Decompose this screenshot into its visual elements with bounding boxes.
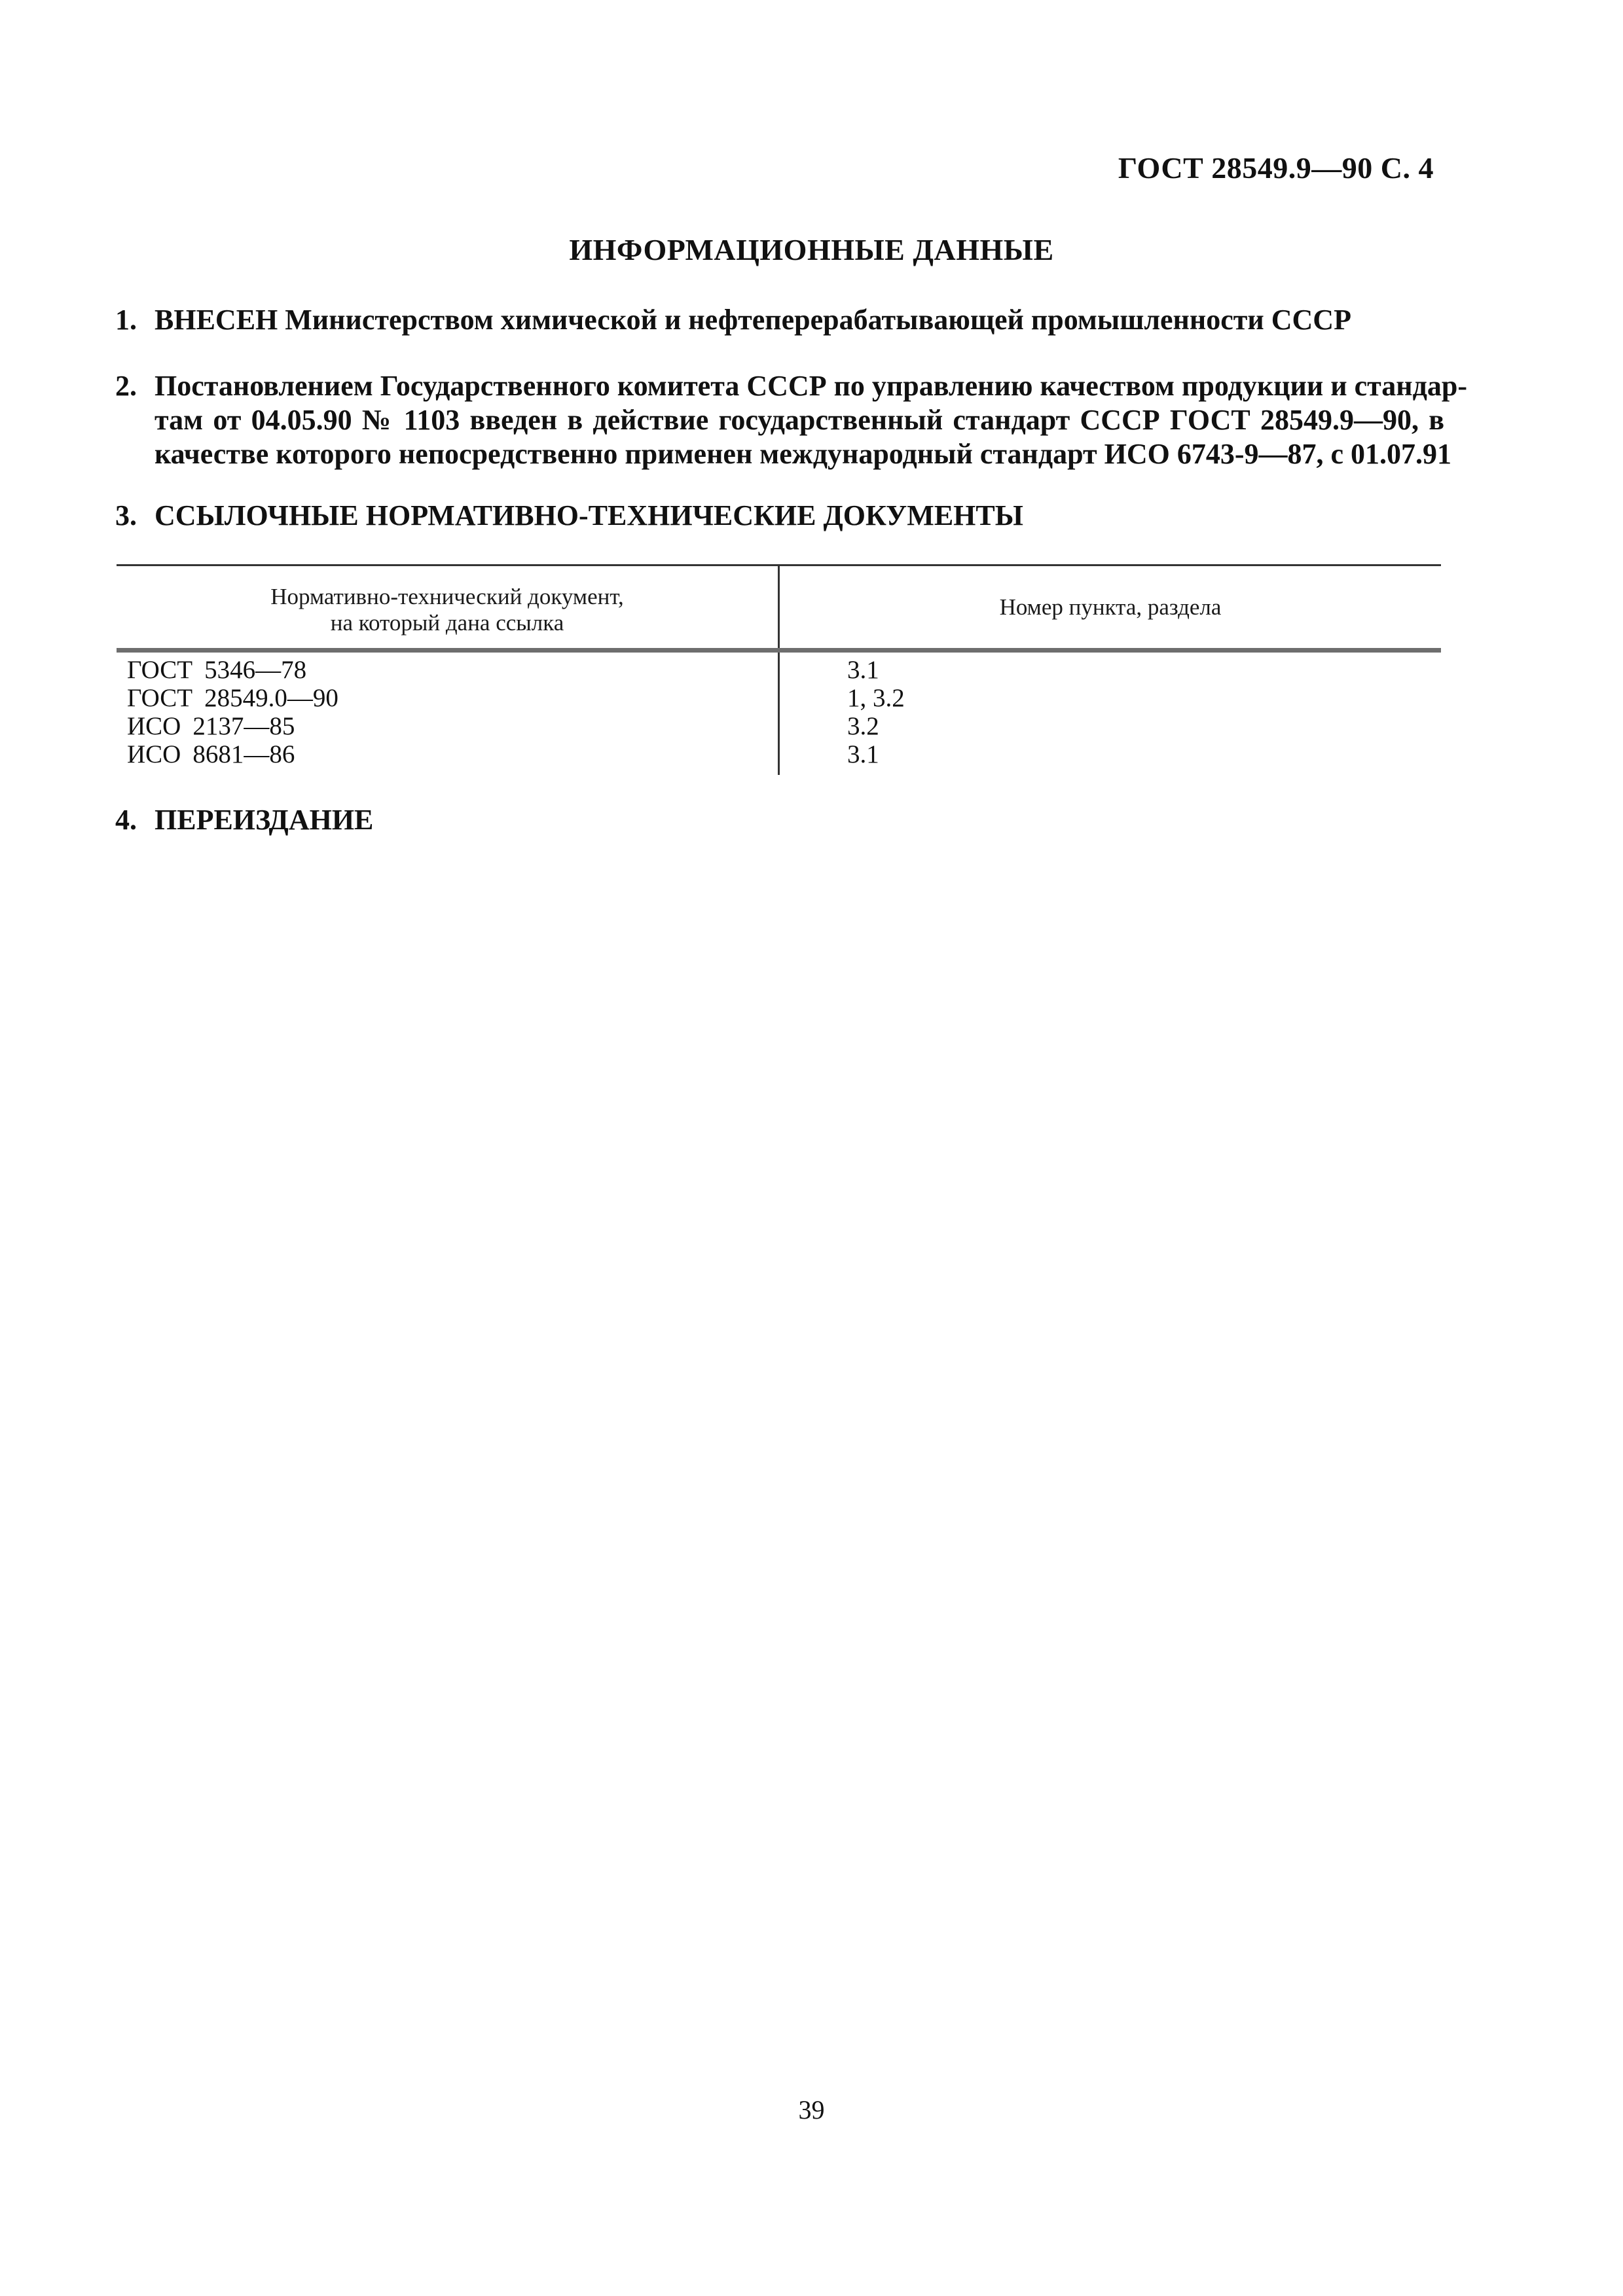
info-item-2 <box>115 369 1467 471</box>
info-item-4 <box>115 803 1444 837</box>
item-text-line: ВНЕСЕН Министерством химической и нефтеперерабатывающей промышленности СССР <box>155 304 1351 336</box>
info-item-1 <box>115 303 1444 337</box>
page-number: 39 <box>798 2095 825 2125</box>
table-cell-section: 1, 3.2 <box>847 684 905 712</box>
table-cell-section: 3.1 <box>847 656 879 684</box>
table-cell-document <box>127 740 295 768</box>
doc-number: 28549.0—90 <box>204 684 338 712</box>
info-item-3 <box>115 499 1444 533</box>
table-row <box>127 684 1436 712</box>
item-number: 2. <box>115 370 137 402</box>
doc-type: ИСО <box>127 740 181 768</box>
table-body <box>127 656 1436 768</box>
running-header: ГОСТ 28549.9—90 С. 4 <box>1118 151 1434 185</box>
table-header-document-line: на который дана ссылка <box>330 610 564 636</box>
section-title: ИНФОРМАЦИОННЫЕ ДАННЫЕ <box>569 233 1054 266</box>
item-number: 4. <box>115 804 137 836</box>
doc-type: ИСО <box>127 712 181 740</box>
table-header-document-line: Нормативно-технический документ, <box>270 584 624 609</box>
item-text-line: там от 04.05.90 № 1103 введен в действие государственный стандарт СССР ГОСТ 28549.9—90, в <box>155 404 1444 436</box>
doc-number: 8681—86 <box>192 740 295 768</box>
doc-number: 5346—78 <box>204 656 307 684</box>
table-cell-section: 3.1 <box>847 740 879 768</box>
table-header-rule <box>117 648 1441 653</box>
doc-type: ГОСТ <box>127 684 193 712</box>
table-cell-document <box>127 712 295 740</box>
table-cell-section: 3.2 <box>847 712 879 740</box>
table-row <box>127 712 1436 740</box>
item-text-line: ССЫЛОЧНЫЕ НОРМАТИВНО-ТЕХНИЧЕСКИЕ ДОКУМЕНТЫ <box>155 499 1023 531</box>
item-number: 3. <box>115 499 137 531</box>
table-row <box>127 740 1436 768</box>
item-number: 1. <box>115 304 137 336</box>
item-text-line: Постановлением Государственного комитета СССР по управлению качеством продукции и стандар- <box>155 370 1467 402</box>
table-cell-document <box>127 684 338 712</box>
doc-number: 2137—85 <box>192 712 295 740</box>
table-header-document <box>117 584 778 636</box>
table-header-section: Номер пункта, раздела <box>999 594 1222 620</box>
table-cell-document <box>127 656 306 684</box>
table-row <box>127 656 1436 684</box>
item-text-line: ПЕРЕИЗДАНИЕ <box>155 804 374 836</box>
item-text-line: качестве которого непосредственно применен международный стандарт ИСО 6743-9—87, с 01.07.91 <box>155 438 1452 470</box>
doc-type: ГОСТ <box>127 656 193 684</box>
